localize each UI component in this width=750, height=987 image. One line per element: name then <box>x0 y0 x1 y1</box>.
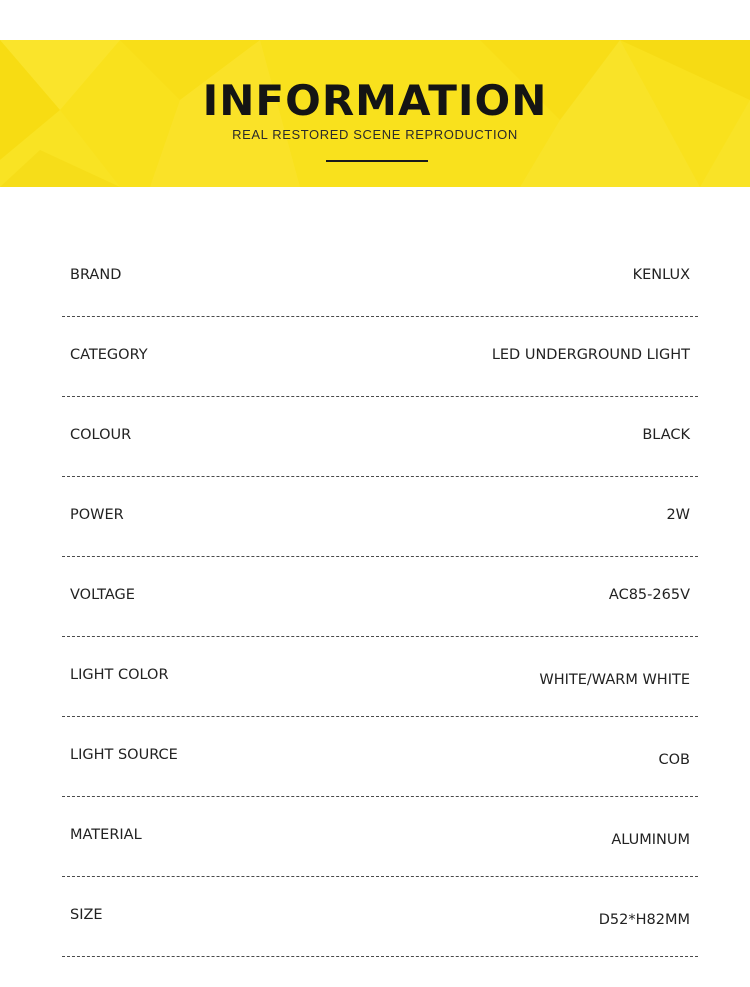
spec-row-colour <box>62 397 698 477</box>
banner-underline <box>326 160 428 162</box>
spec-label: SIZE <box>70 907 103 923</box>
spec-value: BLACK <box>642 427 690 443</box>
spec-row-light-color <box>62 637 698 717</box>
spec-value: LED UNDERGROUND LIGHT <box>491 347 690 363</box>
spec-row-power <box>62 477 698 557</box>
spec-label: VOLTAGE <box>70 587 135 603</box>
spec-value: COB <box>658 752 690 768</box>
spec-label: LIGHT SOURCE <box>70 747 178 763</box>
spec-label: MATERIAL <box>70 827 142 843</box>
information-banner <box>0 40 750 187</box>
spec-value: D52*H82MM <box>598 912 690 928</box>
spec-label: POWER <box>70 507 124 523</box>
spec-label: COLOUR <box>70 427 132 443</box>
spec-row-brand <box>62 237 698 317</box>
spec-value: WHITE/WARM WHITE <box>539 672 690 688</box>
banner-subtitle: REAL RESTORED SCENE REPRODUCTION <box>232 127 518 142</box>
spec-row-size <box>62 877 698 957</box>
banner-title: INFORMATION <box>202 76 548 125</box>
spec-row-voltage <box>62 557 698 637</box>
spec-table <box>62 237 698 957</box>
spec-label: BRAND <box>70 267 122 283</box>
spec-row-light-source <box>62 717 698 797</box>
spec-row-category <box>62 317 698 397</box>
spec-row-material <box>62 797 698 877</box>
spec-value: 2W <box>666 507 690 523</box>
spec-label: LIGHT COLOR <box>70 667 169 683</box>
spec-value: ALUMINUM <box>611 832 690 848</box>
spec-value: KENLUX <box>632 267 690 283</box>
spec-label: CATEGORY <box>70 347 148 363</box>
spec-value: AC85-265V <box>608 587 690 603</box>
